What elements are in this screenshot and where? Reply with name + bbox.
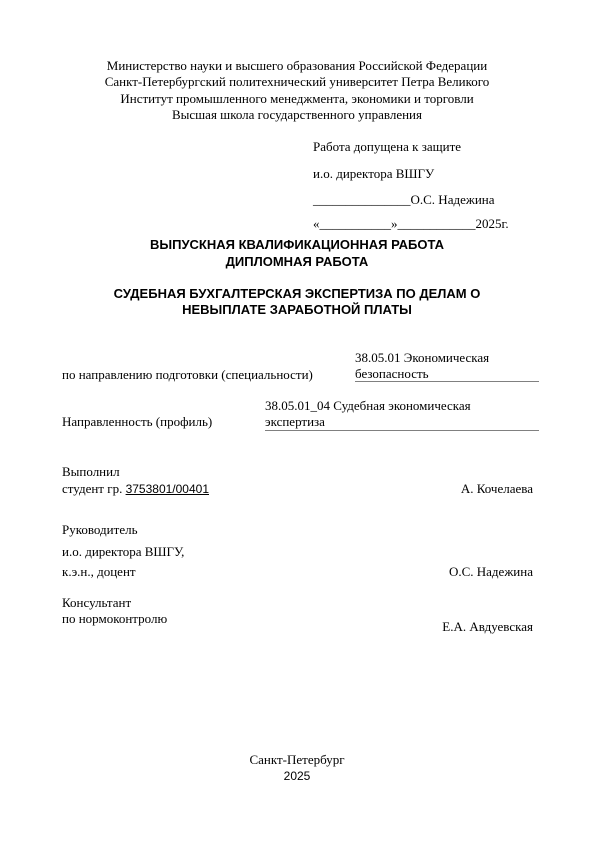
profile-underline xyxy=(265,430,539,431)
signature-blank: _______________ xyxy=(313,192,411,207)
thesis-title-line1: СУДЕБНАЯ БУХГАЛТЕРСКАЯ ЭКСПЕРТИЗА ПО ДЕЛАМ О xyxy=(113,286,481,301)
profile-value-line1: 38.05.01_04 Судебная экономическая xyxy=(265,398,471,413)
approval-admitted: Работа допущена к защите xyxy=(313,139,462,154)
direction-label: по направлению подготовки (специальности) xyxy=(62,367,313,382)
date-month-blank: ____________ xyxy=(397,216,476,231)
approval-position: и.о. директора ВШГУ xyxy=(313,166,435,181)
consultant-scope: по нормоконтролю xyxy=(62,611,168,626)
footer-year: 2025 xyxy=(283,769,311,783)
profile-label: Направленность (профиль) xyxy=(62,414,213,429)
direction-underline xyxy=(355,381,539,382)
student-label: студент гр. xyxy=(62,481,123,496)
supervisor-name: О.С. Надежина xyxy=(448,564,533,579)
institute-line: Институт промышленного менеджмента, экономики и торговли xyxy=(120,91,474,106)
profile-value-line2: экспертиза xyxy=(265,414,325,429)
supervisor-role: Руководитель xyxy=(62,522,138,537)
supervisor-degree: к.э.н., доцент xyxy=(62,564,136,579)
work-type-line2: ДИПЛОМНАЯ РАБОТА xyxy=(225,254,369,269)
direction-value-line1: 38.05.01 Экономическая xyxy=(355,350,490,365)
date-open-quote: « xyxy=(313,216,320,231)
date-close-quote: » xyxy=(391,216,398,231)
student-group-row xyxy=(62,481,209,497)
supervisor-position: и.о. директора ВШГУ, xyxy=(62,544,185,559)
approval-director-name: О.С. Надежина xyxy=(410,192,495,207)
direction-value-line2: безопасность xyxy=(355,366,429,381)
work-type-line1: ВЫПУСКНАЯ КВАЛИФИКАЦИОННАЯ РАБОТА xyxy=(149,237,444,252)
date-year: 2025г. xyxy=(475,216,509,231)
school-line: Высшая школа государственного управления xyxy=(172,107,422,122)
footer-city: Санкт-Петербург xyxy=(249,752,345,767)
consultant-name: Е.А. Авдуевская xyxy=(442,619,533,634)
thesis-title-line2: НЕВЫПЛАТЕ ЗАРАБОТНОЙ ПЛАТЫ xyxy=(182,302,412,317)
approval-date-row xyxy=(313,216,509,232)
date-day-blank: ___________ xyxy=(319,216,391,231)
consultant-role: Консультант xyxy=(62,595,132,610)
ministry-line: Министерство науки и высшего образования Российской Федерации xyxy=(106,58,488,73)
student-name: А. Кочелаева xyxy=(460,481,533,496)
student-role: Выполнил xyxy=(62,464,120,479)
student-group-number: 3753801/00401 xyxy=(125,482,209,496)
university-line: Санкт-Петербургский политехнический университет Петра Великого xyxy=(104,74,490,89)
approval-signature-row xyxy=(313,192,495,208)
